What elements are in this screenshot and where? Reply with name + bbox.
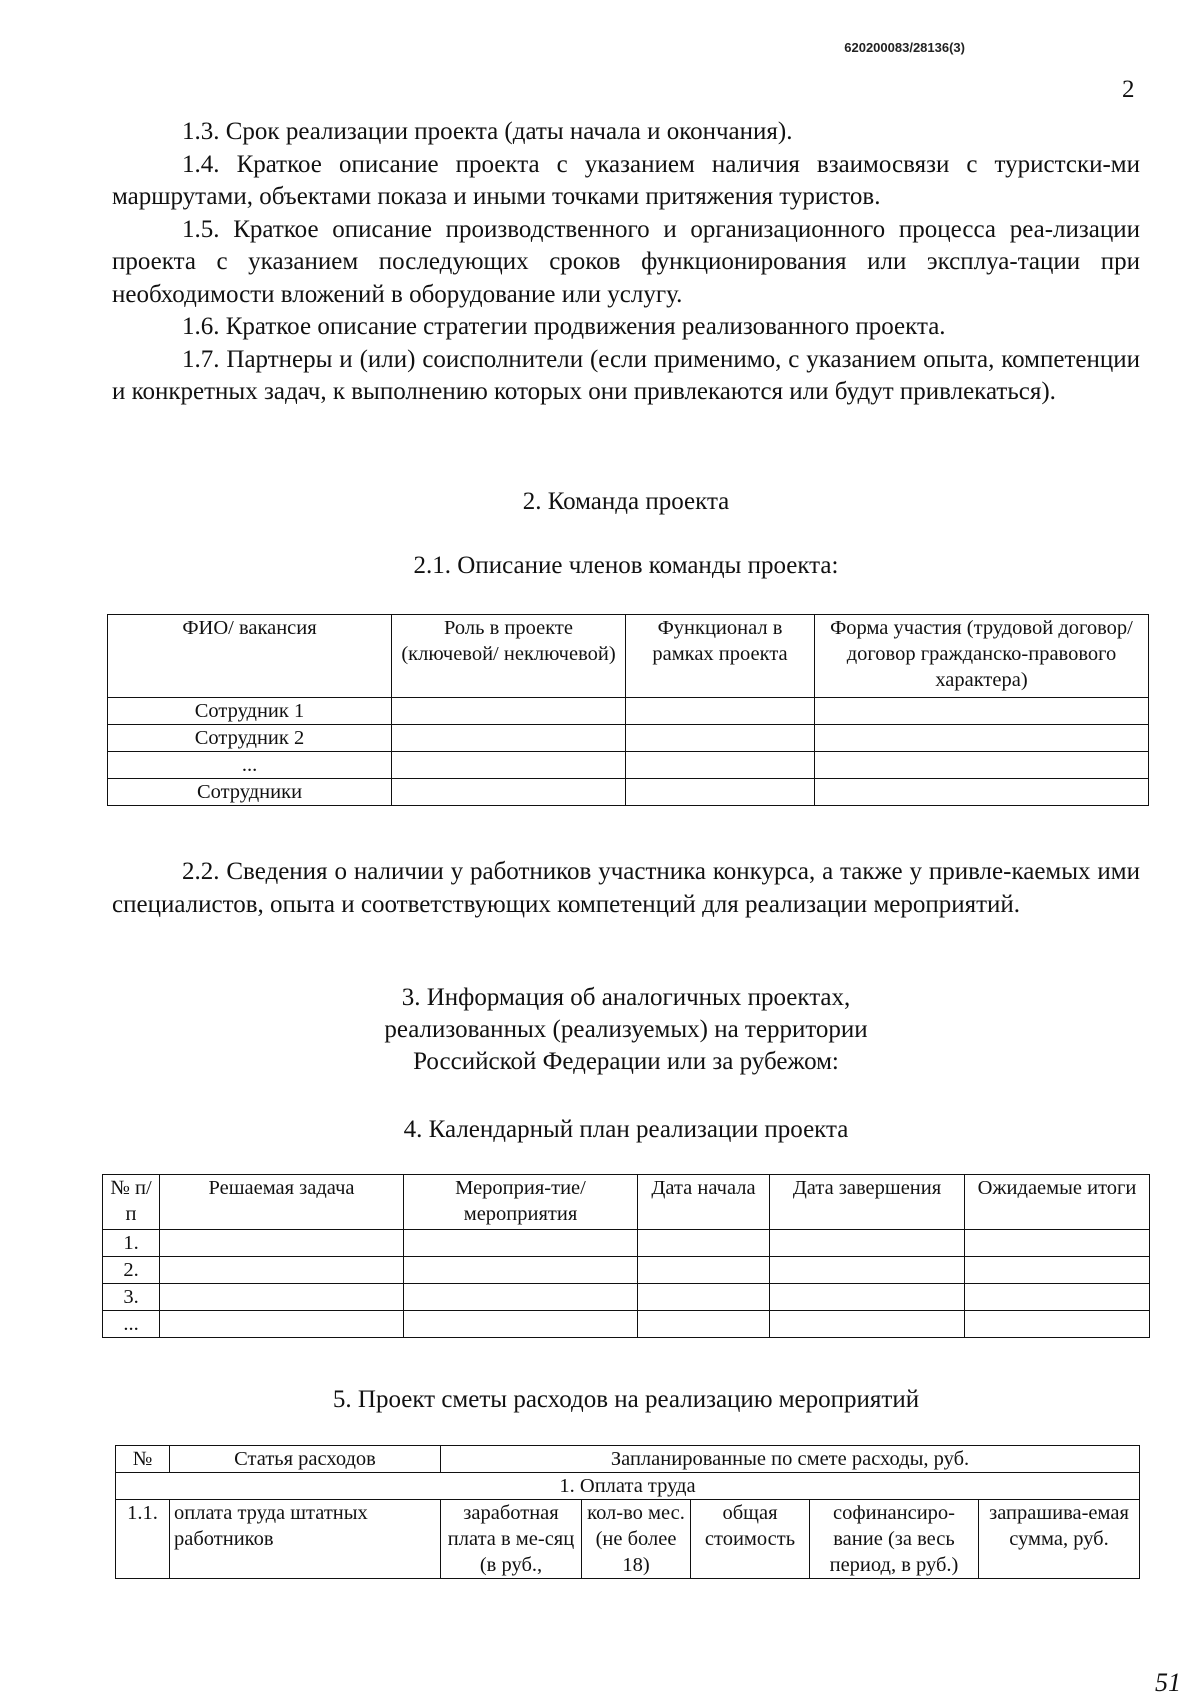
table-cell: ... [108,752,392,779]
table-row [108,752,1149,779]
table-row [108,698,1149,725]
table-header-cell: Ожидаемые итоги [965,1175,1150,1230]
table-header-cell: Форма участия (трудовой договор/ договор гражданско-правового характера) [815,615,1149,698]
table-header-row [108,615,1149,698]
table-cell: Сотрудник 1 [108,698,392,725]
page-number: 2 [1122,76,1135,103]
table-cell: Сотрудники [108,779,392,806]
table-header-row [116,1446,1140,1473]
table-cell: запрашива-емая сумма, руб. [979,1500,1140,1579]
table-header-cell: Запланированные по смете расходы, руб. [441,1446,1140,1473]
calendar-plan-table [102,1174,1150,1338]
table-cell: Сотрудник 2 [108,725,392,752]
table-cell: ... [103,1311,160,1338]
section-4-title: 4. Календарный план реализации проекта [403,1116,849,1143]
handwritten-mark: 51 [1155,1668,1181,1697]
section-2-2-text [112,856,1140,921]
document-id: 620200083/28136(3) [844,40,965,55]
paragraph: 1.4. Краткое описание проекта с указанием наличия взаимосвязи с туристски-ми маршрутами, объектами показа и иными точками притяжения туристов. [112,150,1140,210]
table-cell: 1.1. [116,1500,170,1579]
table-cell: софинансиро-вание (за весь период, в руб.) [810,1500,979,1579]
paragraph: 2.2. Сведения о наличии у работников участника конкурса, а также у привле-каемых ими специалистов, опыта и соответствующих компетенций для реализации мероприятий. [112,858,1140,918]
section-2-title: 2. Команда проекта [522,488,730,515]
table-cell: оплата труда штатных работников [170,1500,441,1579]
table-header-cell: Мероприя-тие/мероприятия [404,1175,638,1230]
team-table [107,614,1149,806]
section-3-title-line1: 3. Информация об аналогичных проектах, [401,984,851,1011]
table-row [116,1500,1140,1579]
table-cell: 3. [103,1284,160,1311]
budget-table [115,1445,1140,1579]
paragraph: 1.5. Краткое описание производственного и организационного процесса реа-лизации проекта с указанием последующих сроков функционирования или эксплуа-тации при необходимости вложений в оборудование или услугу. [112,215,1140,308]
section-1-text [112,116,1140,409]
table-header-cell: Статья расходов [170,1446,441,1473]
table-header-cell: № п/п [103,1175,160,1230]
table-header-cell: Функционал в рамках проекта [626,615,815,698]
table-header-cell: Дата завершения [770,1175,965,1230]
table-row [103,1284,1150,1311]
section-3-title-line2: реализованных (реализуемых) на территории [384,1016,868,1043]
table-cell: кол-во мес. (не более 18) [582,1500,691,1579]
table-cell: 1. [103,1230,160,1257]
section-2-subtitle: 2.1. Описание членов команды проекта: [413,552,839,579]
paragraph: 1.6. Краткое описание стратегии продвижения реализованного проекта. [182,313,946,340]
paragraph: 1.3. Срок реализации проекта (даты начала и окончания). [182,118,793,145]
table-row [108,779,1149,806]
table-header-cell: № [116,1446,170,1473]
table-header-row [103,1175,1150,1230]
table-cell: заработная плата в ме-сяц (в руб., [441,1500,582,1579]
table-row [103,1311,1150,1338]
table-header-cell: Роль в проекте (ключевой/ неключевой) [392,615,626,698]
section-3-title-line3: Российской Федерации или за рубежом: [413,1048,839,1075]
table-group-row [116,1473,1140,1500]
table-cell: общая стоимость [691,1500,810,1579]
table-header-cell: Дата начала [638,1175,770,1230]
table-cell: 1. Оплата труда [116,1473,1140,1500]
section-5-title: 5. Проект сметы расходов на реализацию мероприятий [332,1386,920,1413]
table-row [103,1257,1150,1284]
table-row [108,725,1149,752]
table-cell: 2. [103,1257,160,1284]
table-header-cell: Решаемая задача [160,1175,404,1230]
paragraph: 1.7. Партнеры и (или) соисполнители (если применимо, с указанием опыта, компетенции и конкретных задач, к выполнению которых они привлекаются или будут привлекаться). [112,345,1140,405]
table-row [103,1230,1150,1257]
table-header-cell: ФИО/ вакансия [108,615,392,698]
